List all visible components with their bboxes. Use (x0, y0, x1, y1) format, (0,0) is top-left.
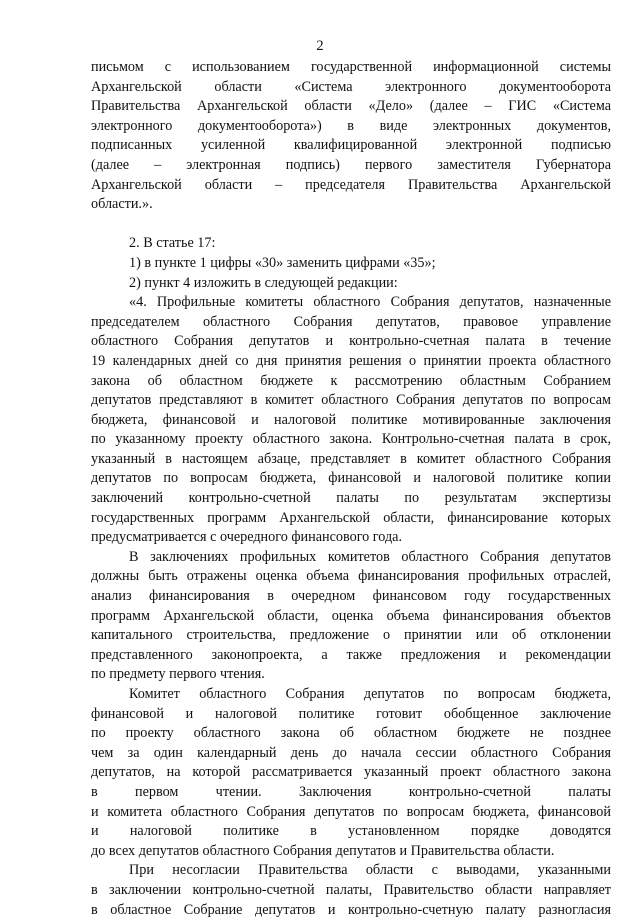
text-line: области.». (91, 196, 153, 213)
text-line: в заключении контрольно-счетной палаты, Правительство области направляет (91, 881, 611, 898)
text-line: анализ финансирования в очередном финансовом году государственных (91, 588, 611, 605)
text-line: «4. Профильные комитеты областного Собрания депутатов, назначенные (129, 294, 611, 311)
text-line: депутатов, на которой рассматривается указанный проект областного закона (91, 764, 611, 781)
text-line: бюджета, финансовой и налоговой политике мотивированные заключения (91, 411, 611, 428)
text-line: Архангельской области «Система электронного документооборота (91, 78, 611, 95)
text-line: Комитет областного Собрания депутатов по вопросам бюджета, (129, 686, 611, 702)
text-line: предусматривается с очередного финансового года. (91, 529, 403, 546)
text-line: 19 календарных дней со дня принятия решения о принятии проекта областного (91, 352, 611, 369)
text-line: председателем областного Собрания депутатов, правовое управление (91, 313, 611, 330)
text-line: чем за один календарный день до начала сессии областного Собрания (91, 744, 611, 761)
text-line: представленного законопроекта, а также предложения и рекомендации (91, 646, 611, 663)
page-number: 2 (316, 38, 324, 54)
text-line: подписанных усиленной квалифицированной электронной подписью (91, 137, 611, 154)
text-line: в областное Собрание депутатов и контрольно-счетную палату разногласия (91, 901, 611, 918)
text-line: финансовой и налоговой политике готовит обобщенное заключение (91, 705, 611, 722)
text-line: государственных программ Архангельской области, финансирование которых (91, 509, 611, 526)
text-line: капитального строительства, предложение о принятии или об отклонении (91, 627, 611, 644)
text-line: и комитета областного Собрания депутатов по вопросам бюджета, финансовой (91, 803, 611, 820)
text-line: электронного документооборота») в виде электронных документов, (91, 117, 611, 134)
text-line: указанный в настоящем абзаце, представляет в комитет областного Собрания (91, 450, 611, 467)
text-line: по предмету первого чтения. (91, 666, 265, 683)
text-line: письмом с использованием государственной информационной системы (91, 59, 611, 75)
text-line: В заключениях профильных комитетов областного Собрания депутатов (129, 548, 611, 565)
text-line: (далее – электронная подпись) первого заместителя Губернатора (91, 156, 611, 173)
text-line: программ Архангельской области, оценка объема финансирования объектов (91, 607, 611, 624)
document-body (91, 58, 611, 920)
text-line: депутатов представляют в комитет областного Собрания депутатов по вопросам (91, 392, 611, 409)
text-line: 1) в пункте 1 цифры «30» заменить цифрами «35»; (129, 254, 436, 271)
text-line: Правительства Архангельской области «Дело» (далее – ГИС «Система (91, 98, 611, 115)
text-line: закона об областном бюджете к рассмотрению областным Собранием (91, 372, 611, 389)
text-line: При несогласии Правительства области с выводами, указанными (129, 862, 611, 879)
text-line: 2. В статье 17: (129, 235, 216, 252)
text-line: в первом чтении. Заключения контрольно-счетной палаты (91, 783, 611, 800)
text-line: должны быть отражены оценка объема финансирования профильных отраслей, (91, 568, 611, 585)
text-line: депутатов по вопросам бюджета, финансовой и налоговой политике копии (91, 470, 611, 487)
paragraph-gap (91, 215, 611, 235)
text-line: по указанному проекту областного закона. Контрольно-счетная палата в срок, (91, 431, 611, 448)
text-line: до всех депутатов областного Собрания депутатов и Правительства области. (91, 842, 555, 859)
text-line: по проекту областного закона об областном бюджете не позднее (91, 725, 611, 742)
text-line: Архангельской области – председателя Правительства Архангельской (91, 176, 611, 193)
text-line: областного Собрания депутатов и контрольно-счетная палата в течение (91, 333, 611, 350)
text-line: и налоговой политике в установленном порядке доводятся (91, 823, 611, 840)
text-line: заключений контрольно-счетной палаты по результатам экспертизы (91, 490, 611, 507)
text-line: 2) пункт 4 изложить в следующей редакции: (129, 274, 398, 291)
